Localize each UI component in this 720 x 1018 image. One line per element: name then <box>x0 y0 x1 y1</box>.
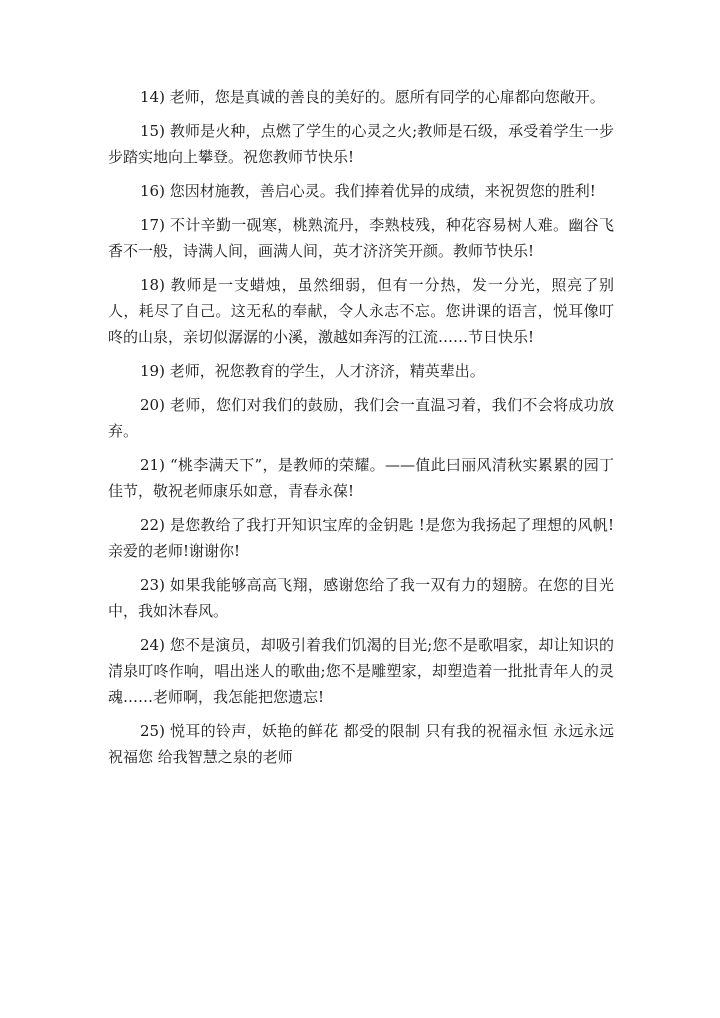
paragraph-16: 16) 您因材施教，善启心灵。我们捧着优异的成绩，来祝贺您的胜利! <box>140 182 596 200</box>
document-body <box>108 84 614 778</box>
paragraph-20: 20) 老师，您们对我们的鼓励，我们会一直温习着，我们不会将成功放弃。 <box>108 396 614 440</box>
paragraph-24: 24) 您不是演员，却吸引着我们饥渴的目光;您不是歌唱家，却让知识的清泉叮咚作响，唱出迷人的歌曲;您不是雕塑家，却塑造着一批批青年人的灵魂……老师啊，我怎能把您遗忘! <box>108 636 614 706</box>
paragraph-14: 14) 老师，您是真诚的善良的美好的。愿所有同学的心扉都向您敞开。 <box>140 88 605 106</box>
paragraph-22: 22) 是您教给了我打开知识宝库的金钥匙 !是您为我扬起了理想的风帆!亲爱的老师!谢谢你! <box>108 516 614 560</box>
paragraph-17: 17) 不计辛勤一砚寒，桃熟流丹，李熟枝残，种花容易树人难。幽谷飞香不一般，诗满人间，画满人间，英才济济笑开颜。教师节快乐! <box>108 216 614 260</box>
paragraph-19: 19) 老师，祝您教育的学生，人才济济，精英辈出。 <box>140 362 485 380</box>
paragraph-15: 15) 教师是火种，点燃了学生的心灵之火;教师是石级，承受着学生一步步踏实地向上攀登。祝您教师节快乐! <box>108 122 614 166</box>
paragraph-21: 21) “桃李满天下”，是教师的荣耀。——值此曰丽风清秋实累累的园丁佳节，敬祝老师康乐如意，青春永葆! <box>108 456 614 500</box>
paragraph-25: 25) 悦耳的铃声，妖艳的鲜花 都受的限制 只有我的祝福永恒 永远永远祝福您 给我智慧之泉的老师 <box>108 722 614 766</box>
paragraph-23: 23) 如果我能够高高飞翔，感谢您给了我一双有力的翅膀。在您的目光中，我如沐春风。 <box>108 576 614 620</box>
paragraph-18: 18) 教师是一支蜡烛，虽然细弱，但有一分热，发一分光，照亮了别人，耗尽了自己。这无私的奉献，令人永志不忘。您讲课的语言，悦耳像叮咚的山泉，亲切似潺潺的小溪，激越如奔泻的江流……节日快乐! <box>108 276 614 346</box>
